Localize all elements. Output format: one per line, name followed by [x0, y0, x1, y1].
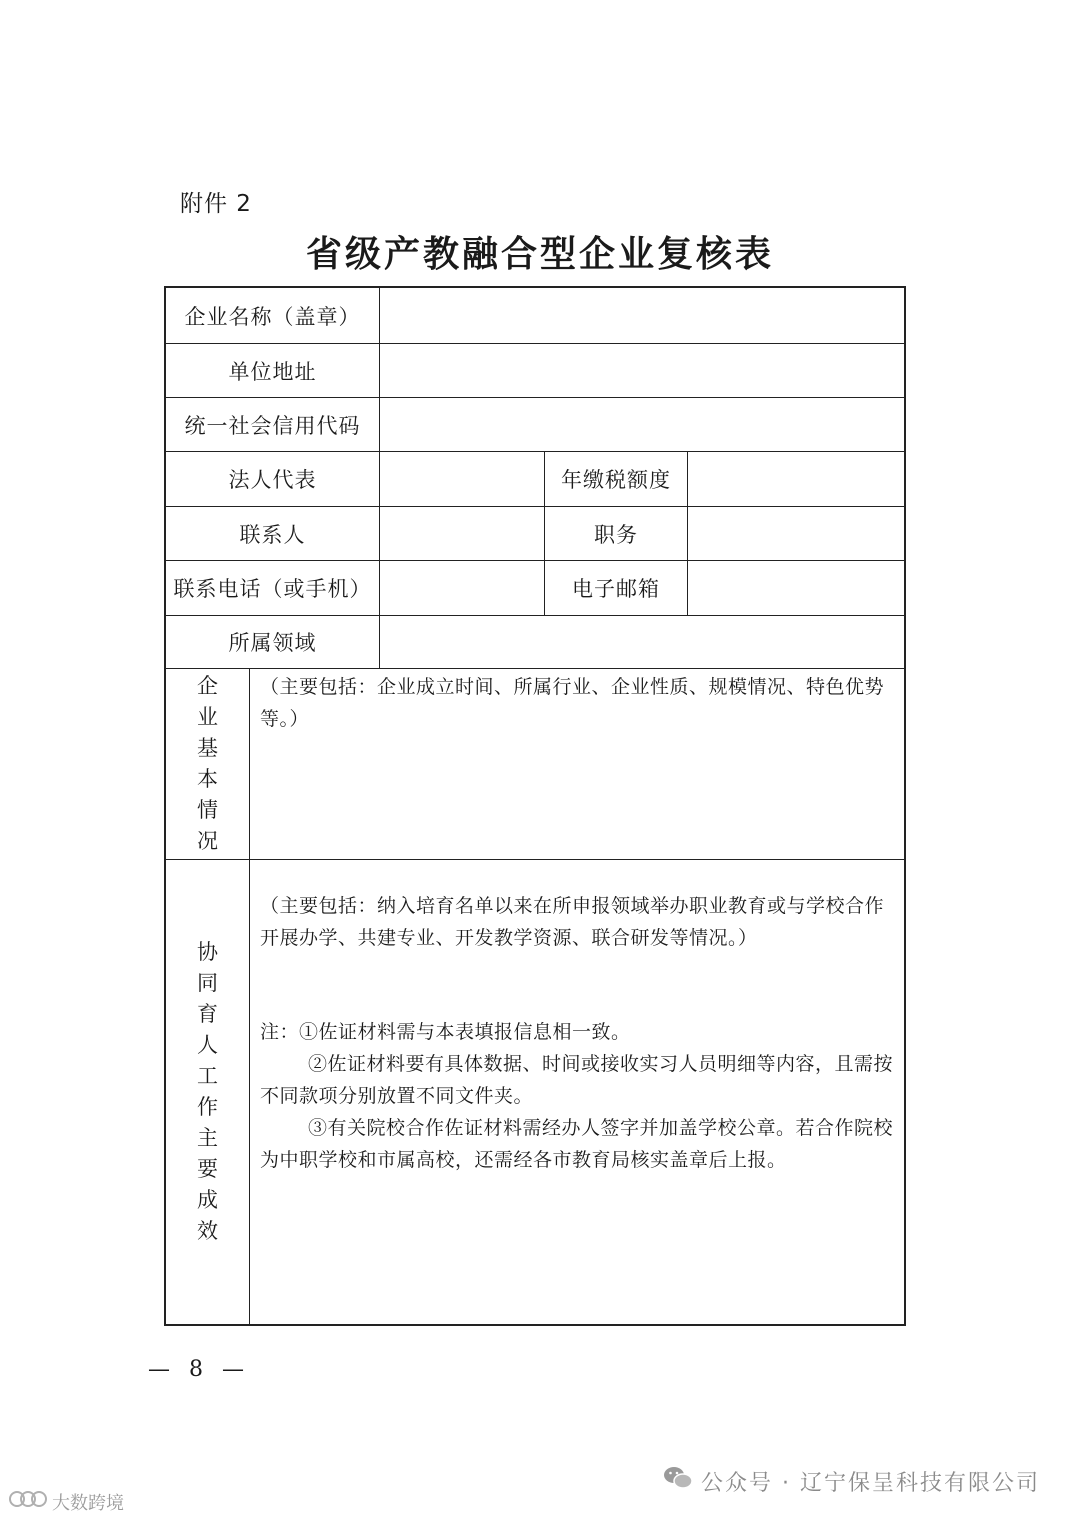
- watermark-right: [663, 1465, 1040, 1497]
- label-cell: [166, 669, 250, 859]
- basic-info-label: 企业基本情况: [197, 674, 218, 853]
- page-number: — 8 —: [148, 1357, 250, 1382]
- watermark-right-text: 公众号 · 辽宁保呈科技有限公司: [701, 1470, 1040, 1496]
- legal-rep-label: 法人代表: [228, 468, 317, 492]
- annual-tax-field[interactable]: [688, 452, 904, 506]
- label-cell: [166, 398, 380, 451]
- address-label: 单位地址: [228, 359, 317, 384]
- row-company-name: [166, 288, 904, 344]
- note-3: ③有关院校合作佐证材料需经办人签字并加盖学校公章。若合作院校为中职学校和市属高校，还需经各市教育局核实盖章后上报。: [260, 1117, 894, 1171]
- label-cell: [545, 561, 688, 615]
- email-field[interactable]: [688, 561, 904, 615]
- address-field[interactable]: [380, 344, 904, 397]
- note-1: 注：①佐证材料需与本表填报信息相一致。: [260, 1021, 631, 1043]
- phone-field[interactable]: [380, 561, 545, 615]
- company-name-field[interactable]: [380, 288, 904, 343]
- contact-label: 联系人: [239, 522, 306, 547]
- label-cell: [166, 507, 380, 560]
- label-cell: [545, 507, 688, 560]
- credit-code-field[interactable]: [380, 398, 904, 451]
- domain-label: 所属领域: [228, 631, 317, 655]
- basic-info-field[interactable]: [250, 669, 904, 859]
- contact-field[interactable]: [380, 507, 545, 560]
- label-cell: [166, 288, 380, 343]
- label-cell: [166, 344, 380, 397]
- label-cell: [166, 616, 380, 668]
- row-legal-rep: [166, 452, 904, 507]
- row-credit-code: [166, 398, 904, 452]
- row-address: [166, 344, 904, 398]
- row-achievements: [166, 860, 904, 1324]
- row-contact: [166, 507, 904, 561]
- document-title: 省级产教融合型企业复核表: [305, 233, 774, 275]
- watermark-left: [8, 1488, 124, 1515]
- row-phone: [166, 561, 904, 616]
- watermark-left-text: 大数跨境: [52, 1492, 124, 1514]
- company-name-label: 企业名称（盖章）: [184, 304, 361, 329]
- note-2: ②佐证材料要有具体数据、时间或接收实习人员明细等内容，且需按不同款项分别放置不同文件夹。: [260, 1053, 894, 1107]
- position-field[interactable]: [688, 507, 904, 560]
- email-label: 电子邮箱: [572, 577, 660, 601]
- row-basic-info: [166, 669, 904, 860]
- label-cell: [166, 561, 380, 615]
- position-label: 职务: [594, 522, 638, 547]
- logo-icon: [8, 1488, 48, 1515]
- wechat-icon: [663, 1465, 693, 1497]
- annual-tax-label: 年缴税额度: [561, 468, 671, 492]
- legal-rep-field[interactable]: [380, 452, 545, 506]
- achievements-intro: （主要包括：纳入培育名单以来在所申报领域举办职业教育或与学校合作开展办学、共建专业、开发教学资源、联合研发等情况。）: [260, 895, 885, 949]
- row-domain: [166, 616, 904, 669]
- credit-code-label: 统一社会信用代码: [184, 413, 361, 438]
- label-cell: [545, 452, 688, 506]
- label-cell: [166, 452, 380, 506]
- label-cell: [166, 860, 250, 1324]
- basic-info-content: （主要包括：企业成立时间、所属行业、企业性质、规模情况、特色优势等。）: [260, 676, 885, 730]
- achievements-label: 协同育人工作主要成效: [197, 940, 218, 1243]
- attachment-label: 附件 2: [180, 191, 252, 217]
- review-form-table: [164, 286, 906, 1326]
- phone-label: 联系电话（或手机）: [173, 577, 372, 601]
- achievements-field[interactable]: [250, 860, 904, 1324]
- domain-field[interactable]: [380, 616, 904, 668]
